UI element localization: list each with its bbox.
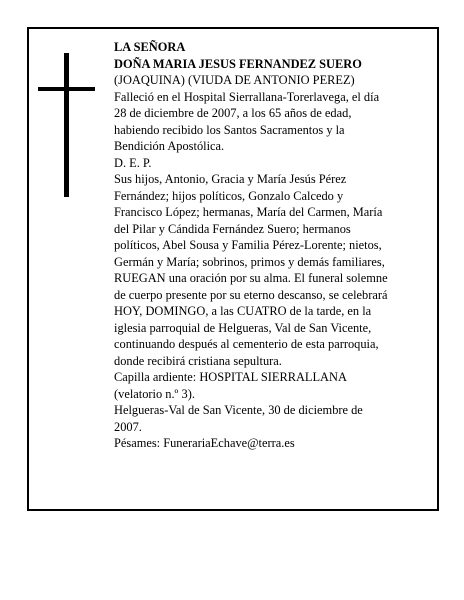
family-line: políticos, Abel Sousa y Familia Pérez-Lorente; nietos, — [114, 238, 382, 252]
ruegan-word: RUEGAN — [114, 271, 166, 285]
condolences-email: Pésames: FunerariaEchave@terra.es — [114, 436, 295, 450]
funeral-line: de cuerpo presente por su eterno descanso, se celebrará — [114, 287, 388, 302]
family-line: Fernández; hijos políticos, Gonzalo Calcedo y — [114, 188, 344, 203]
deceased-title: LA SEÑORA — [114, 40, 186, 54]
family-line: Germán y María; sobrinos, primos y demás familiares, — [114, 254, 385, 269]
funeral-line: HOY, DOMINGO, a las CUATRO de la tarde, en la — [114, 304, 372, 318]
cross-icon-bar — [38, 87, 95, 91]
ruegan-rest: una oración por su alma. El funeral solemne — [165, 271, 388, 285]
place-date-line: Helgueras-Val de San Vicente, 30 de diciembre de — [114, 403, 363, 417]
funeral-line: continuando después al cementerio de esta parroquia, — [114, 337, 379, 351]
dep-text: D. E. P. — [114, 155, 152, 170]
death-line: habiendo recibido los Santos Sacramentos y la — [114, 122, 345, 137]
chapel-line: (velatorio n.º 3). — [114, 386, 195, 401]
obituary-text — [114, 39, 434, 452]
funeral-line: donde recibirá cristiana sepultura. — [114, 353, 282, 368]
chapel-line: Capilla ardiente: HOSPITAL SIERRALLANA — [114, 370, 347, 384]
family-line: del Pilar y Cándida Fernández Suero; hermanos — [114, 221, 351, 236]
family-line: Francisco López; hermanas, María del Carmen, María — [114, 205, 383, 219]
place-date-line: 2007. — [114, 419, 142, 434]
family-line: Sus hijos, Antonio, Gracia y María Jesús Pérez — [114, 172, 347, 186]
death-line: Bendición Apostólica. — [114, 139, 225, 153]
deceased-alias: (JOAQUINA) (VIUDA DE ANTONIO PEREZ) — [114, 73, 355, 87]
cross-icon — [64, 53, 69, 197]
funeral-line: iglesia parroquial de Helgueras, Val de San Vicente, — [114, 320, 372, 335]
ruegan-line — [114, 270, 434, 287]
deceased-name: DOÑA MARIA JESUS FERNANDEZ SUERO — [114, 56, 362, 71]
death-line: Falleció en el Hospital Sierrallana-Torerlavega, el día — [114, 89, 380, 104]
death-line: 28 de diciembre de 2007, a los 65 años de edad, — [114, 106, 352, 120]
